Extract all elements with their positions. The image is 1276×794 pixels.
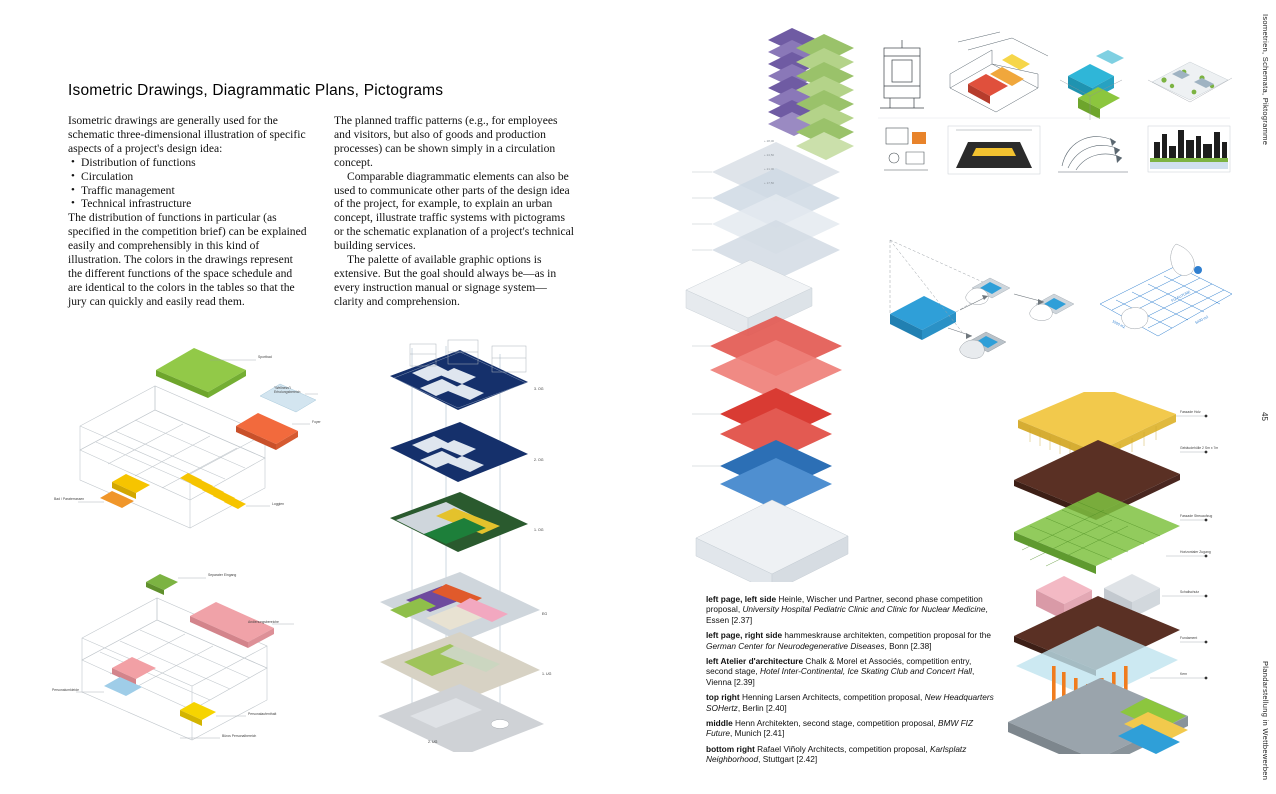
caption-body-2: , Berlin [2.40] bbox=[737, 702, 787, 713]
figure-label: Fassade Streuaufzug bbox=[1180, 514, 1213, 518]
isometric-diagram-svg-2 bbox=[60, 560, 320, 760]
caption-body-1: Henning Larsen Architects, competition proposal, bbox=[739, 692, 925, 703]
level-label: 1. UG bbox=[542, 672, 552, 676]
figure-exploded-tower bbox=[676, 22, 866, 582]
figure-label: Separater Eingang bbox=[208, 573, 237, 577]
caption-body-2: , Munich [2.41] bbox=[729, 728, 785, 739]
caption-lead: bottom right bbox=[706, 743, 755, 754]
text-column-left bbox=[68, 114, 308, 309]
caption-body-1: Heinle, Wischer und Partner, second phase competition proposal, bbox=[706, 594, 983, 615]
interaction-diagram-svg bbox=[876, 218, 1236, 378]
caption-item bbox=[706, 656, 996, 687]
running-head-bottom: Plandarstellung in Wettbewerben bbox=[1261, 660, 1270, 780]
list-item: • Circulation bbox=[68, 170, 308, 184]
paragraph-left-after: The distribution of functions in particular (as specified in the competition brief) can be explained easily and comprehensibly in this kind of illustration. The colors in the drawings represent the different functions of the space schedule and are identical to the colors in the tables so that the jury can quickly and easily read them. bbox=[68, 211, 307, 308]
svg-text:5400 m2: 5400 m2 bbox=[1194, 314, 1209, 325]
running-head-top: Isometrien, Schemata, Piktogramme bbox=[1261, 14, 1270, 146]
level-label: 3. OG bbox=[534, 387, 544, 391]
caption-italic: New Headquarters SOHertz bbox=[706, 692, 994, 713]
figure-label: Fundament bbox=[1180, 636, 1198, 640]
text-column-right bbox=[334, 114, 574, 309]
figure-label: Kern bbox=[1180, 672, 1188, 676]
figure-label: Fassade Holz bbox=[1180, 410, 1201, 414]
svg-text:FIZ FUTURE: FIZ FUTURE bbox=[1170, 289, 1192, 303]
paragraph-right-1: The planned traffic patterns (e.g., for employees and visitors, but also of goods and production processes) can be shown simply in a circulation concept. bbox=[334, 114, 558, 169]
figure-label: Bad / Paraterrassen bbox=[54, 497, 85, 501]
caption-body-1: Henn Architekten, second stage, competition proposal, bbox=[732, 718, 938, 729]
figure-thumbnail-grid bbox=[872, 30, 1232, 190]
bullet-list bbox=[68, 156, 308, 212]
caption-lead: left Atelier d'architecture bbox=[706, 656, 804, 667]
caption-lead: middle bbox=[706, 718, 733, 729]
caption-italic: University Hospital Pediatric Clinic and Clinic for Nuclear Medicine bbox=[742, 604, 986, 615]
paragraph-left-intro: Isometric drawings are generally used for the schematic three-dimensional illustration of specific aspects of a project's design idea: bbox=[68, 114, 306, 155]
caption-item bbox=[706, 718, 996, 739]
level-label: 2. OG bbox=[534, 458, 544, 462]
page-title: Isometric Drawings, Diagrammatic Plans, Pictograms bbox=[68, 82, 444, 99]
figure-label: Büros Personalbereich bbox=[222, 734, 257, 738]
figure-label: "Wellness"/ Erholungsbereich bbox=[274, 386, 301, 395]
paragraph-right-2: Comparable diagrammatic elements can also be used to communicate other parts of the design idea of the project, for example, to explain an urban concept, illustrate traffic systems with pictograms or the schematic explanation of a project's technical building services. bbox=[334, 169, 574, 253]
level-label: EG bbox=[542, 612, 548, 616]
figure-label: Personalaufenthalt bbox=[248, 712, 277, 716]
figure-label: Schallschutz bbox=[1180, 590, 1200, 594]
caption-body-2: , Vienna [2.39] bbox=[706, 666, 975, 687]
level-label: 1. OG bbox=[534, 528, 544, 532]
list-item: • Traffic management bbox=[68, 184, 308, 198]
svg-text:+ 24,50: + 24,50 bbox=[764, 153, 775, 157]
caption-body-1: Chalk & Morel et Associés, competition entry, second stage, bbox=[706, 656, 972, 677]
list-item: • Distribution of functions bbox=[68, 156, 308, 170]
key-plans-svg bbox=[404, 336, 534, 396]
caption-body-1: Rafael Viñoly Architects, competition proposal, bbox=[754, 743, 930, 754]
figure-isometric-functions-bottom bbox=[52, 560, 320, 760]
caption-item bbox=[706, 692, 996, 713]
figure-label: Andienungsbereiche bbox=[248, 620, 279, 624]
caption-italic: BMW FIZ Future bbox=[706, 718, 974, 739]
page-number: 45 bbox=[1260, 412, 1269, 421]
caption-italic: German Center for Neurodegenerative Diseases bbox=[706, 640, 885, 651]
figure-label: Loggien bbox=[272, 502, 285, 506]
thumbnail-grid-svg bbox=[872, 30, 1232, 190]
figure-captions bbox=[706, 594, 996, 770]
exploded-tower-svg bbox=[676, 22, 866, 582]
figure-key-plans bbox=[404, 336, 534, 396]
caption-italic: Karlsplatz Neighborhood bbox=[706, 743, 967, 765]
caption-body-2: , Essen [2.37] bbox=[706, 604, 988, 625]
svg-text:1500 m2: 1500 m2 bbox=[1111, 319, 1126, 330]
caption-lead: left page, right side bbox=[706, 630, 783, 641]
caption-item bbox=[706, 594, 996, 625]
figure-label: Personalumkleide bbox=[52, 688, 79, 692]
caption-italic: Hotel Inter-Continental, Ice Skating Club and Concert Hall bbox=[759, 666, 972, 677]
caption-item bbox=[706, 744, 996, 765]
figure-exploded-axonometric bbox=[1000, 392, 1232, 754]
figure-isometric-functions-top bbox=[54, 330, 321, 540]
paragraph-right-3: The palette of available graphic options is extensive. But the goal should always be—as in every instruction manual or signage system—clarity and comprehension. bbox=[334, 253, 557, 308]
list-item: • Technical infrastructure bbox=[68, 197, 308, 211]
figure-label: Sportbad bbox=[258, 355, 272, 359]
caption-body-2: , Stuttgart [2.42] bbox=[758, 754, 818, 765]
caption-lead: left page, left side bbox=[706, 594, 777, 604]
caption-body-1: hammeskrause architekten, competition proposal for the bbox=[782, 630, 991, 641]
figure-label: Foyer bbox=[312, 420, 321, 424]
figure-interaction-diagram bbox=[876, 218, 1236, 378]
svg-text:+ 28,00: + 28,00 bbox=[764, 139, 775, 143]
level-label: 2. UG bbox=[428, 740, 438, 744]
svg-text:+ 21,00: + 21,00 bbox=[764, 167, 775, 171]
caption-body-2: , Bonn [2.38] bbox=[884, 640, 932, 651]
svg-text:+ 17,50: + 17,50 bbox=[764, 181, 775, 185]
isometric-diagram-svg bbox=[60, 330, 320, 540]
caption-lead: top right bbox=[706, 692, 740, 703]
figure-label: Gebäudehülle 2 Sm x 7m bbox=[1180, 446, 1219, 450]
figure-label: Horizontaler Zugang bbox=[1180, 550, 1211, 554]
caption-item bbox=[706, 630, 996, 651]
